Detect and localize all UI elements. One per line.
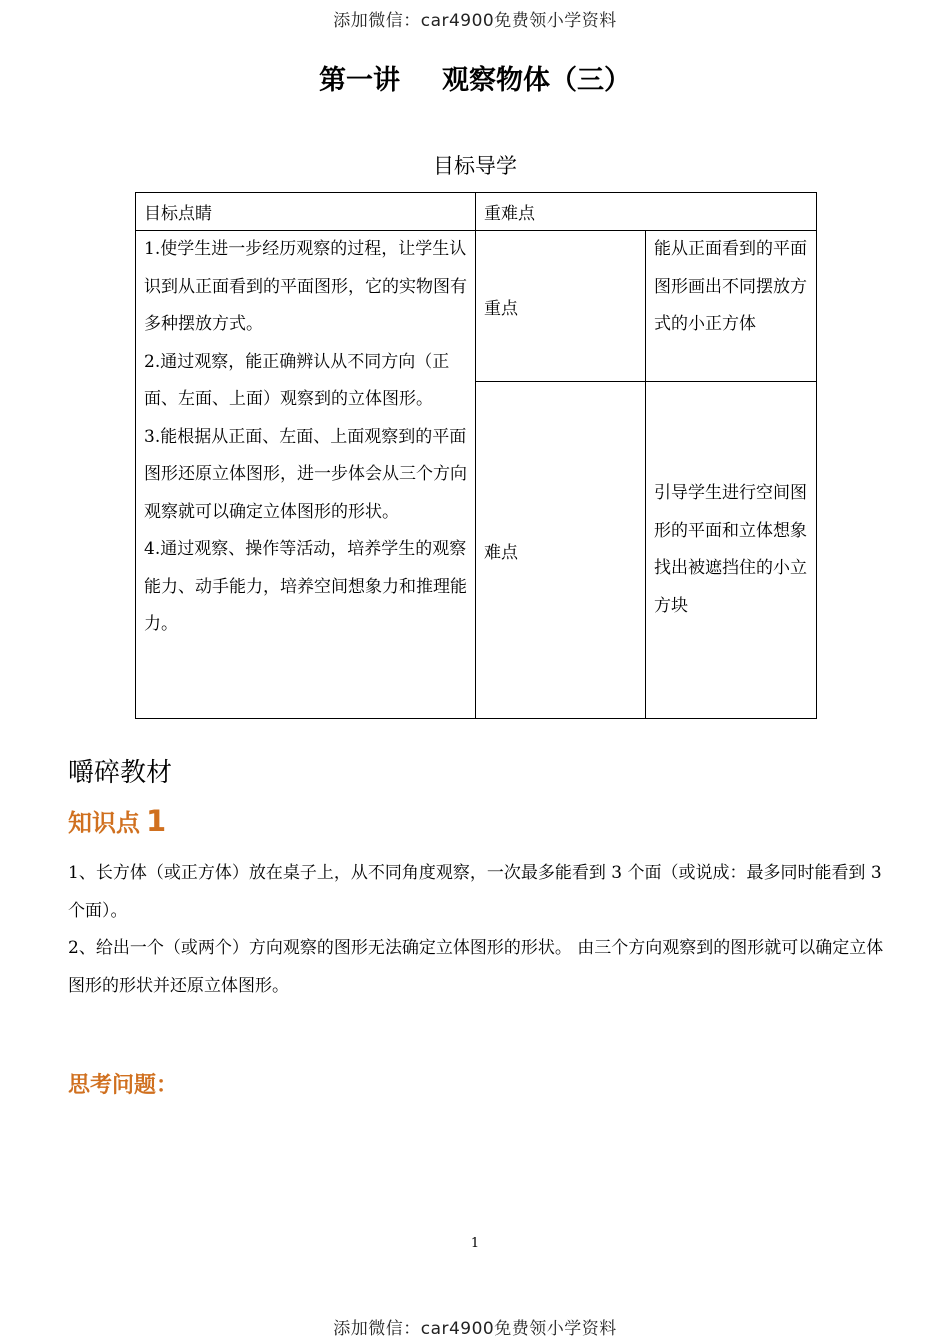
difficulty-label: 难点: [476, 382, 646, 719]
header-key-difficult: 重难点: [476, 193, 817, 231]
watermark-top: 添加微信：car4900免费领小学资料: [333, 11, 617, 31]
page-title: [0, 58, 950, 97]
point-item: 1、长方体（或正方体）放在桌子上，从不同角度观察，一次最多能看到 3 个面（或说成：最多同时能看到 3 个面）。: [68, 863, 882, 921]
key-label: 重点: [476, 231, 646, 382]
goal-subtitle: 目标导学: [433, 154, 517, 178]
key-text: 能从正面看到的平面图形画出不同摆放方式的小正方体: [646, 231, 817, 382]
goal-item: 4.通过观察、操作等活动，培养学生的观察能力、动手能力，培养空间想象力和推理能力。: [144, 539, 467, 634]
knowledge-points-body: [68, 855, 884, 1005]
think-title: 思考问题：: [68, 1073, 179, 1098]
difficulty-text: 引导学生进行空间图形的平面和立体想象找出被遮挡住的小立方块: [646, 382, 817, 719]
knowledge-point-label: 知识点: [68, 809, 140, 837]
watermark-bottom: 添加微信：car4900免费领小学资料: [333, 1319, 617, 1339]
goal-item: 3.能根据从正面、左面、上面观察到的平面图形还原立体图形，进一步体会从三个方向观察就可以确定立体图形的形状。: [144, 426, 467, 522]
goals-cell: [136, 231, 476, 719]
goal-item: 1.使学生进一步经历观察的过程，让学生认识到从正面看到的平面图形，它的实物图有多种摆放方式。: [144, 239, 467, 334]
header-goals: 目标点睛: [136, 193, 476, 231]
knowledge-point-number: 1: [146, 804, 167, 838]
knowledge-point-title: [68, 803, 166, 838]
key-row: [136, 231, 817, 382]
table-header-row: [136, 193, 817, 231]
page-number: 1: [470, 1236, 480, 1251]
point-item: 2、给出一个（或两个）方向观察的图形无法确定立体图形的形状。 由三个方向观察到的图形就可以确定立体图形的形状并还原立体图形。: [68, 938, 884, 996]
goal-table: [135, 192, 817, 719]
section-title: 嚼碎教材: [68, 758, 173, 788]
lecture-topic: 观察物体（三）: [442, 65, 631, 96]
lecture-label: 第一讲: [319, 65, 400, 96]
goal-item: 2.通过观察，能正确辨认从不同方向（正面、左面、上面）观察到的立体图形。: [144, 351, 450, 409]
